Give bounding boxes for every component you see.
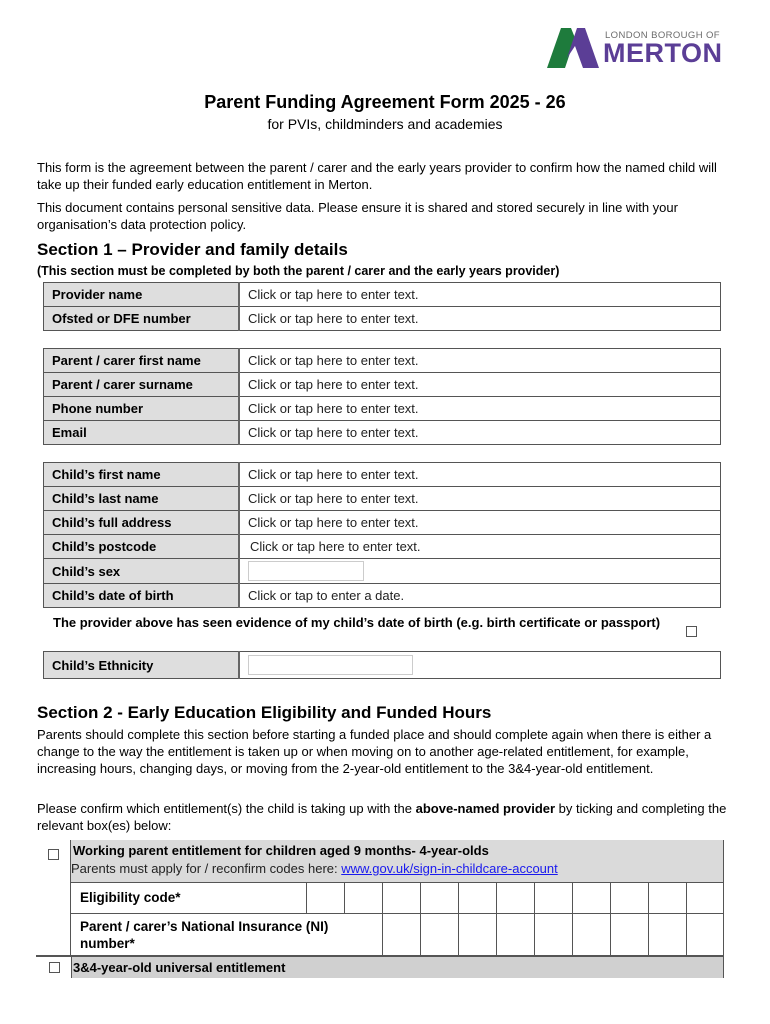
dob-evidence-checkbox[interactable] <box>686 626 697 637</box>
section-1-heading: Section 1 – Provider and family details <box>37 240 348 259</box>
parent-table <box>43 348 721 445</box>
merton-logo-mark-icon <box>547 28 599 68</box>
table-row <box>44 421 721 445</box>
working-parent-title: Working parent entitlement for children aged 9 months- 4-year-olds <box>73 843 489 858</box>
p2-text-bold: above-named provider <box>415 801 556 816</box>
table-row <box>44 349 721 373</box>
table-row <box>44 373 721 397</box>
table-row <box>44 463 721 487</box>
section-2-paragraph-2 <box>37 800 727 834</box>
logo-borough-text: LONDON BOROUGH OF <box>605 30 721 41</box>
page-title: Parent Funding Agreement Form 2025 - 26 <box>204 92 566 112</box>
intro-paragraph-2: This document contains personal sensitive data. Please ensure it is shared and stored securely in line with your organisation’s data protection policy. <box>37 200 678 232</box>
eligibility-code-digit[interactable] <box>611 883 649 913</box>
table-row <box>44 307 721 331</box>
logo-merton-text: MERTON <box>603 38 723 68</box>
p2-text-after: by ticking and completing the relevant box(es) below: <box>37 801 727 833</box>
eligibility-code-digit[interactable] <box>421 883 459 913</box>
table-row <box>44 283 721 307</box>
intro-paragraph-1: This form is the agreement between the parent / carer and the early years provider to confirm how the named child will take up their funded early education entitlement in Merton. <box>37 160 717 192</box>
ni-number-digit[interactable] <box>573 914 611 955</box>
parent-first-name-field[interactable]: Click or tap here to enter text. <box>239 349 721 373</box>
working-parent-subtext <box>71 861 558 876</box>
table-row <box>44 535 721 559</box>
child-postcode-field[interactable]: Click or tap here to enter text. <box>239 535 721 559</box>
ni-number-digit[interactable] <box>497 914 535 955</box>
parent-surname-label: Parent / carer surname <box>44 373 240 397</box>
child-postcode-label: Child’s postcode <box>44 535 240 559</box>
child-last-name-field[interactable]: Click or tap here to enter text. <box>239 487 721 511</box>
table-row <box>44 511 721 535</box>
ni-number-digit[interactable] <box>535 914 573 955</box>
table-row <box>44 652 721 679</box>
ni-number-digit[interactable] <box>611 914 649 955</box>
eligibility-code-digit[interactable] <box>383 883 421 913</box>
table-row <box>44 559 721 584</box>
merton-logo <box>547 28 732 70</box>
working-parent-header <box>71 840 723 883</box>
table-row <box>44 584 721 608</box>
phone-number-label: Phone number <box>44 397 240 421</box>
universal-entitlement-row <box>36 955 724 979</box>
child-last-name-label: Child’s last name <box>44 487 240 511</box>
provider-name-label: Provider name <box>44 283 240 307</box>
child-dob-date-picker[interactable]: Click or tap to enter a date. <box>239 584 721 608</box>
child-first-name-field[interactable]: Click or tap here to enter text. <box>239 463 721 487</box>
ethnicity-table <box>43 651 721 679</box>
child-sex-label: Child’s sex <box>44 559 240 584</box>
eligibility-code-label: Eligibility code* <box>71 883 307 913</box>
ni-number-label: Parent / carer’s National Insurance (NI) number* <box>71 914 383 955</box>
eligibility-code-digit[interactable] <box>535 883 573 913</box>
child-address-field[interactable]: Click or tap here to enter text. <box>239 511 721 535</box>
provider-table <box>43 282 721 331</box>
table-row <box>44 397 721 421</box>
ofsted-number-field[interactable]: Click or tap here to enter text. <box>239 307 721 331</box>
email-label: Email <box>44 421 240 445</box>
ni-number-digit[interactable] <box>459 914 497 955</box>
eligibility-code-digit[interactable] <box>687 883 723 913</box>
child-ethnicity-label: Child’s Ethnicity <box>44 652 240 679</box>
universal-entitlement-label: 3&4-year-old universal entitlement <box>72 957 723 978</box>
eligibility-code-row <box>71 883 723 914</box>
section-1-note: (This section must be completed by both the parent / carer and the early years provider) <box>37 264 560 278</box>
page-subtitle: for PVIs, childminders and academies <box>267 116 503 132</box>
childcare-account-link[interactable]: www.gov.uk/sign-in-childcare-account <box>341 861 558 876</box>
child-sex-cell <box>239 559 721 584</box>
ofsted-number-label: Ofsted or DFE number <box>44 307 240 331</box>
parent-surname-field[interactable]: Click or tap here to enter text. <box>239 373 721 397</box>
ni-number-digit[interactable] <box>649 914 687 955</box>
eligibility-code-digit[interactable] <box>649 883 687 913</box>
working-parent-checkbox-cell <box>36 840 71 955</box>
phone-number-field[interactable]: Click or tap here to enter text. <box>239 397 721 421</box>
section-2-heading: Section 2 - Early Education Eligibility and Funded Hours <box>37 703 492 722</box>
email-field[interactable]: Click or tap here to enter text. <box>239 421 721 445</box>
child-sex-dropdown[interactable] <box>248 561 364 581</box>
child-first-name-label: Child’s first name <box>44 463 240 487</box>
child-ethnicity-cell <box>239 652 721 679</box>
eligibility-code-digit[interactable] <box>573 883 611 913</box>
eligibility-code-digit[interactable] <box>497 883 535 913</box>
working-parent-subtext-label: Parents must apply for / reconfirm codes here: <box>71 861 342 876</box>
parent-first-name-label: Parent / carer first name <box>44 349 240 373</box>
section-2-paragraph-1: Parents should complete this section before starting a funded place and should complete again when there is either a change to the way the entitlement is taken up or when moving on to another age-related entitlement, for example, increasing hours, changing days, or moving from the 2-year-old entitlement to the 3&4-year-old entitlement. <box>37 727 712 776</box>
p2-text-before: Please confirm which entitlement(s) the child is taking up with the <box>37 801 416 816</box>
eligibility-code-digit[interactable] <box>307 883 345 913</box>
provider-name-field[interactable]: Click or tap here to enter text. <box>239 283 721 307</box>
ni-number-row <box>71 914 723 955</box>
child-dob-label: Child’s date of birth <box>44 584 240 608</box>
working-parent-checkbox[interactable] <box>48 849 59 860</box>
child-address-label: Child’s full address <box>44 511 240 535</box>
ni-number-digit[interactable] <box>687 914 723 955</box>
universal-entitlement-checkbox[interactable] <box>49 962 60 973</box>
child-ethnicity-dropdown[interactable] <box>248 655 413 675</box>
eligibility-code-digit[interactable] <box>459 883 497 913</box>
dob-evidence-text: The provider above has seen evidence of my child’s date of birth (e.g. birth certificate or passport) <box>53 615 661 630</box>
ni-number-digit[interactable] <box>383 914 421 955</box>
table-row <box>44 487 721 511</box>
child-table <box>43 462 721 608</box>
eligibility-code-digit[interactable] <box>345 883 383 913</box>
entitlement-table <box>36 840 724 978</box>
ni-number-digit[interactable] <box>421 914 459 955</box>
universal-checkbox-cell <box>36 957 72 978</box>
